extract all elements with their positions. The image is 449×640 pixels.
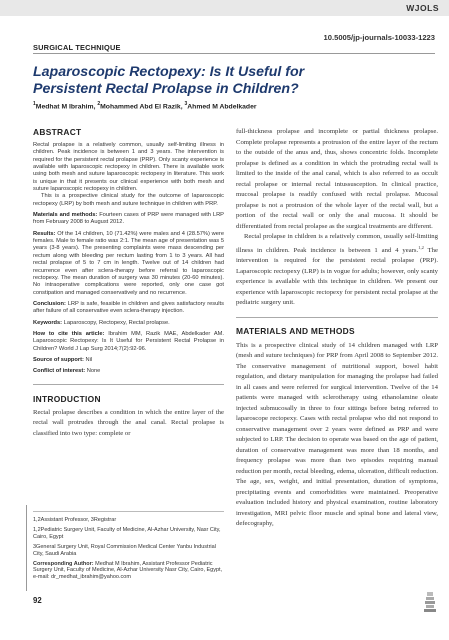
support-text: Nil [85,356,93,363]
corresponding-author [33,561,224,582]
introduction-body [33,408,224,440]
abstract-body [33,142,224,376]
conclusion-text: LRP is safe, feasible in children and gives satisfactory results after failure of all conservative even sclera-therapy injection. [33,300,224,315]
body-text: Rectal prolapse in children is a relatively common, usually self-limiting illness in children. Peak incidence is between 1 and 4 years. [236,233,438,254]
right-body [236,127,438,309]
abstract-para: Rectal prolapse is a relatively common, usually self-limiting illness in children. Peak incidence is between 1 and 3 years. The intervention is required for the persistent rectal prolapse (PRP). Only scanty experience is available with laparoscopic rectopexy in children. There is available work using both mesh and suture laparoscopic rectopexy in literature. This work is unique in that it presents our clinical experience with both mesh and suture laparoscopic rectopexy in children. [33,142,224,193]
author-name: Ahmed M Abdelkader [187,103,257,111]
corr-label: Corresponding Author: [33,560,94,567]
abstract-methods [33,212,224,227]
keywords-text: Laparoscopy, Rectopexy, Rectal prolapse. [63,319,170,326]
cite-label: How to cite this article: [33,330,105,337]
page-number: 92 [33,596,42,605]
article-title: Laparoscopic Rectopexy: Is It Useful for Persistent Rectal Prolapse in Children? [33,64,305,97]
author-sup: 3 [184,101,188,107]
journal-name: WJOLS [406,3,439,13]
right-column [236,127,438,530]
author-name: Medhat M Ibrahim [35,103,94,111]
footnote-affiliation: 1,2Pediatric Surgery Unit, Faculty of Medicine, Al-Azhar University, Nasr City, Cairo, Egypt [33,526,221,540]
abstract-heading: ABSTRACT [33,127,82,137]
cite-text: Ibrahim MM, Razik MAE, Abdelkader AM. Laparoscopic Rectopexy: Is It Useful for Persistent Rectal Prolapse in Children? World J Lap Surg 2014;7(2):92-96. [33,330,224,352]
abstract-para: This is a prospective clinical study for the outcome of laparoscopic rectopexy (LRP) by both mesh and suture technique in children with PRP. [33,193,224,207]
author-sup: 1 [33,101,36,107]
keywords [33,320,224,327]
author-sup: 2 [97,101,101,107]
support-label: Source of support: [33,356,84,363]
methods-heading: MATERIALS AND METHODS [236,325,355,336]
body-para [236,232,438,309]
header-band [0,0,449,16]
footnote-bar [26,505,27,591]
conclusion-label: Conclusion: [33,300,66,307]
results-label: Results: [33,230,56,237]
methods-label: Materials and methods: [33,212,98,219]
results-text: Of the 14 children, 10 (71.42%) were males and 4 (28.57%) were females. Male to female ratio was 2:1. The mean age of presentation was 5 years (3-8 years). The presenting complaints were mass descending per rectum along with bleeding per rectum lasting from 1 to 3 years. All had rectal prolapse of 5 to 7 cm in length. Twelve out of 14 children had recurrence even after sclera-therapy before referral to laparoscopic rectopexy. The mean duration of surgery was 30 minutes (20-60 minutes). No intraoperative complications were reported, only one case got constipation and managed conservatively and no recurrence. [33,230,224,296]
abstract-conclusion [33,301,224,316]
reference-sup[interactable]: 1,2 [418,244,424,250]
footnote-affiliation: 1,2Assistant Professor, 3Registrar [33,517,117,523]
conflict-of-interest [33,368,224,375]
abstract-results [33,231,224,297]
publisher-logo-icon [424,590,436,614]
header-divider [33,53,435,54]
author-list: $^1$Medhat M Ibrahim, $^2$Mohammed Abd El Razik, $^3$Ahmed M Abdelkader [33,101,257,111]
conflict-text: None [86,368,101,375]
methods-text: Fourteen cases of PRP were managed with LRP from February 2008 to August 2012. [33,212,224,226]
section-divider [236,317,438,318]
section-label: SURGICAL TECHNIQUE [33,43,121,52]
footnotes [33,511,224,584]
methods-para: This is a prospective clinical study of 14 children managed with LRP (mesh and suture techniques) for PRP from April 2008 to September 2012. The conservative management of nutritional support, bowel habit regulation, and dietary manipulation for managing the prolapse had failed in all cases and were referred for surgical intervention. Twelve of the 14 patients were managed with sclerotherapy using ethanolamine oleate injected submucosally in three to four sittings before being referred to laparoscope rectopexy. Cases with rectal prolapse who did not respond to conservative management over 2 years were defined as PRP and were subjected to LRP. The decision to operate was based on the age of patient, duration of conservative management was more than 18 months, and frequency prolapse was more than two episodes requiring manual reduction per month, rectal bleeding, edema, ulceration, difficult reduction. The age, sex, weight, and initial presentation, duration of symptoms, precipitating events and comorbidities were maintained. Preoperative evaluation included history and physical examination, routine laboratory investigation, MRI pelvic floor muscle and spinal bone and lateral view, defecography, [236,341,438,528]
introduction-heading: INTRODUCTION [33,393,101,404]
body-text: The intervention is required for the persistent rectal prolapse (PRP). Laparoscopic rectopexy (LRP) is in vogue for adults; however, only scanty experience is available with this technique in children. We present our experience with laparoscopic rectopexy for persistent rectal prolapse at the pediatric surgery unit. [236,246,438,307]
body-para: full-thickness prolapse and incomplete or partial thickness prolapse. Complete prolapse represents a protrusion of the entire layer of the rectum to the outside of the anus and, thus, shows concentric folds. Incomplete prolapse is defined as a condition in which the protruding rectal wall is limited to the inside of the anal canal, which is also referred to as occult rectal prolapse or internal rectal intussusception. In clinical practice, mucosal prolapse is readily confused with rectal prolapse. Mucosal prolapse is not a protrusion of the whole layer of the rectal wall, but a portion of the rectal wall or only the anal mucosa. It should be differentiated from rectal prolapse as the surgical treatments are different. [236,128,438,230]
footnote-affiliation: 3General Surgery Unit, Royal Commission Medical Center Yanbu Industrial City, Saudi Arabia [33,543,216,557]
keywords-label: Keywords: [33,319,63,326]
footnote-divider [33,511,224,512]
doi[interactable]: 10.5005/jp-journals-10033-1223 [323,33,435,42]
methods-body [236,341,438,530]
introduction-para: Rectal prolapse describes a condition in which the entire layer of the rectal wall protrudes through the anal canal. Rectal prolapse is classified into two type: complete or [33,408,224,437]
citation [33,331,224,353]
author-name: Mohammed Abd El Razik [100,103,181,111]
conflict-label: Conflict of interest: [33,368,86,375]
corr-text: Medhat M Ibrahim, Assistant Professor Pediatric Surgery Unit, Faculty of Medicine, Al-Azhar University Nasr City, Cairo, Egypt, e-mail: dr_medhat_ibrahim@yahoo.com [33,560,223,581]
source-of-support [33,357,224,364]
section-divider [33,384,224,385]
left-column [33,127,224,439]
